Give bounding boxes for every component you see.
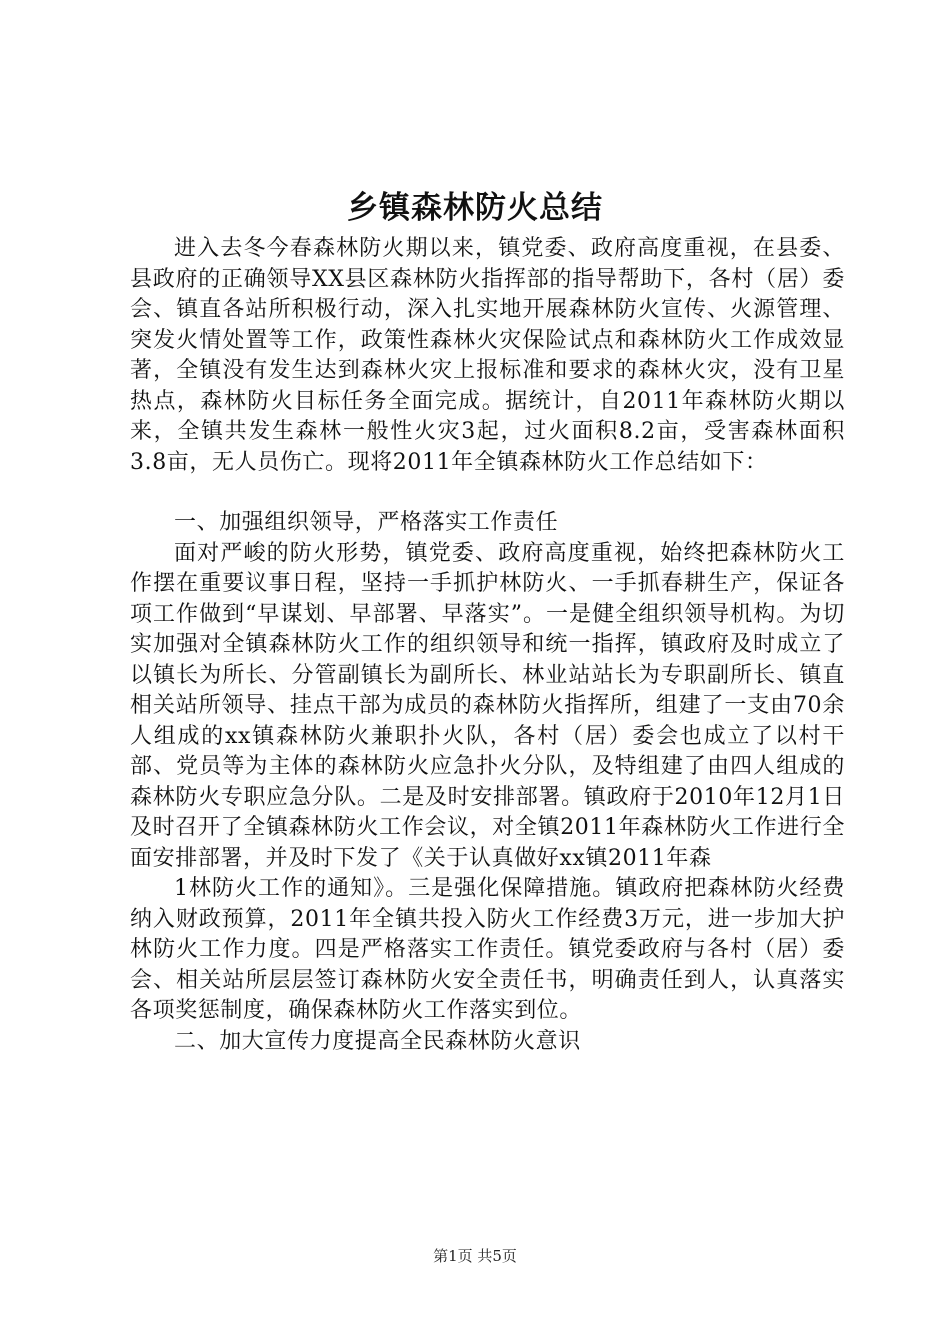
document-title: 乡镇森林防火总结: [347, 190, 603, 226]
section-1-continuation-paragraph: 1林防火工作的通知》。三是强化保障措施。镇政府把森林防火经费纳入财政预算，2011年全镇共投入防火工作经费3万元，进一步加大护林防火工作力度。四是严格落实工作责任。镇党委政府与各村（居）委会、相关站所层层签订森林防火安全责任书，明确责任到人，认真落实各项奖惩制度，确保森林防火工作落实到位。: [130, 876, 845, 1023]
document-body: [130, 234, 845, 1057]
section-heading-1: 一、加强组织领导，严格落实工作责任: [174, 510, 559, 535]
section-heading-2: 二、加大宣传力度提高全民森林防火意识: [174, 1028, 581, 1054]
section-1-paragraph: 面对严峻的防火形势，镇党委、政府高度重视，始终把森林防火工作摆在重要议事日程，坚持一手抓护林防火、一手抓春耕生产，保证各项工作做到“早谋划、早部署、早落实”。一是健全组织领导机构。为切实加强对全镇森林防火工作的组织领导和统一指挥，镇政府及时成立了以镇长为所长、分管副镇长为副所长、林业站站长为专职副所长、镇直相关站所领导、挂点干部为成员的森林防火指挥所，组建了一支由70余人组成的xx镇森林防火兼职扑火队，各村（居）委会也成立了以村干部、党员等为主体的森林防火应急扑火分队，及特组建了由四人组成的森林防火专职应急分队。二是及时安排部署。镇政府于2010年12月1日及时召开了全镇森林防火工作会议，对全镇2011年森林防火工作进行全面安排部署，并及时下发了《关于认真做好xx镇2011年森: [130, 540, 845, 871]
page-number-footer: 第1页 共5页: [433, 1247, 517, 1265]
intro-paragraph: 进入去冬今春森林防火期以来，镇党委、政府高度重视，在县委、县政府的正确领导XX县区森林防火指挥部的指导帮助下，各村（居）委会、镇直各站所积极行动，深入扎实地开展森林防火宣传、火源管理、突发火情处置等工作，政策性森林火灾保险试点和森林防火工作成效显著，全镇没有发生达到森林火灾上报标准和要求的森林火灾，没有卫星热点，森林防火目标任务全面完成。据统计，自2011年森林防火期以来，全镇共发生森林一般性火灾3起，过火面积8.2亩，受害森林面积3.8亩，无人员伤亡。现将2011年全镇森林防火工作总结如下：: [130, 236, 845, 475]
